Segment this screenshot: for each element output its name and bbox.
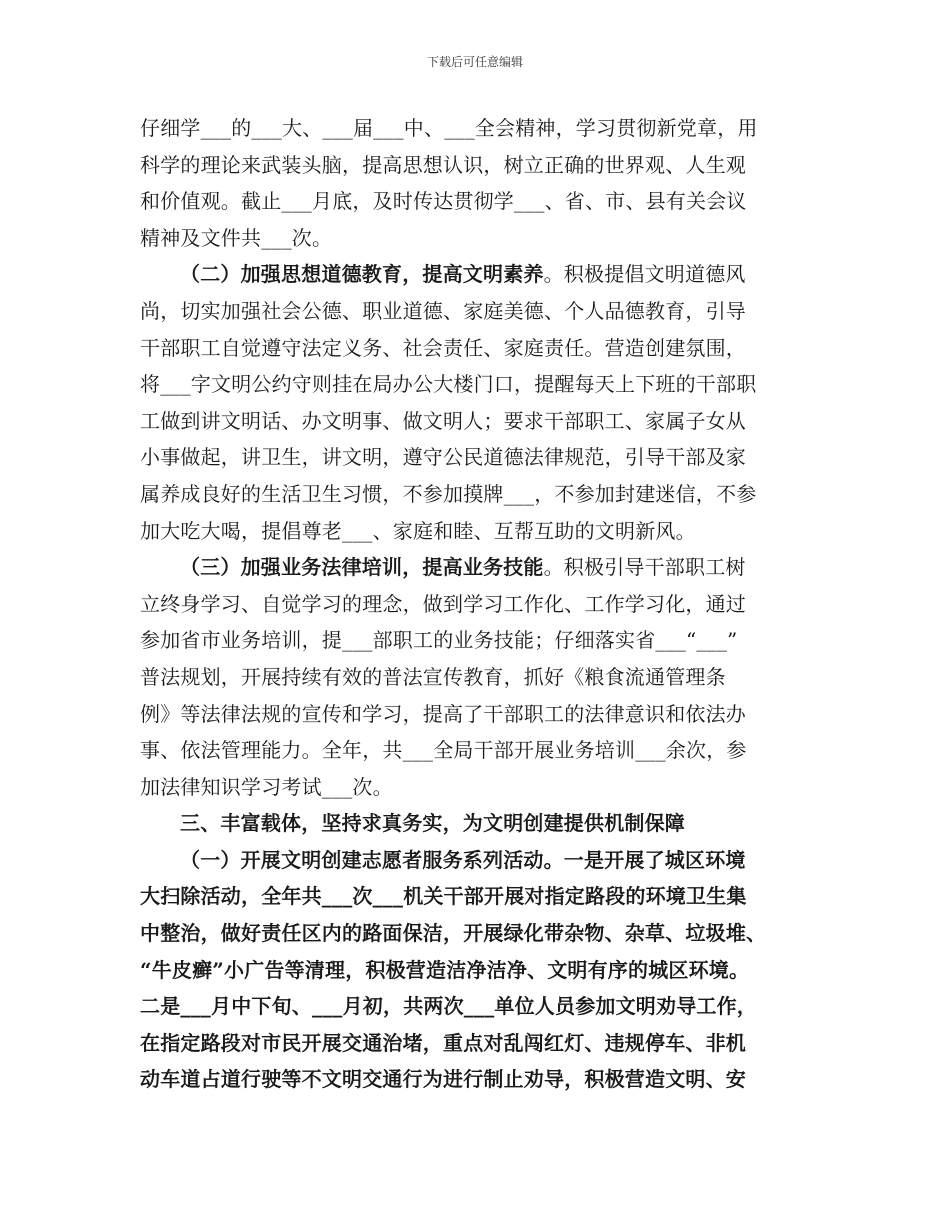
paragraph-line: 仔细学___的___大、___届___中、___全会精神，学习贯彻新党章，用 (140, 116, 758, 140)
paragraph-line-bold: 二是___月中下旬、___月初，共两次___单位人员参加文明劝导工作， (140, 994, 757, 1019)
paragraph-line-bold: 大扫除活动，全年共___次___机关干部开展对指定路段的环境卫生集 (140, 884, 747, 909)
paragraph-line: 例》等法律法规的宣传和学习，提高了干部职工的法律意识和依法办 (140, 701, 746, 726)
paragraph-line: 普法规划，开展持续有效的普法宣传教育，抓好《粮食流通管理条 (140, 664, 726, 689)
section-heading-rest: 。积极提倡文明道德风 (543, 262, 746, 287)
paragraph-line: 立终身学习、自觉学习的理念，做到学习工作化、工作学习化，通过 (140, 591, 746, 616)
paragraph-line-bold: 中整治，做好责任区内的路面保洁，开展绿化带杂物、杂草、垃圾堆、 (140, 921, 767, 946)
section-heading: （二）加强思想道德教育，提高文明素养 (180, 262, 544, 287)
paragraph-line-bold: 动车道占道行驶等不文明交通行为进行制止劝导，积极营造文明、安 (140, 1067, 746, 1092)
paragraph-line: 尚，切实加强社会公德、职业道德、家庭美德、个人品德教育，引导 (140, 298, 746, 323)
paragraph-line: 事、依法管理能力。全年，共___全局干部开展业务培训___余次，参 (140, 738, 747, 763)
paragraph-line: 参加省市业务培训，提___部职工的业务技能；仔细落实省___“___” (140, 628, 738, 653)
paragraph-line: 精神及文件共___次。 (140, 225, 333, 250)
paragraph-line: 加法律知识学习考试___次。 (140, 774, 393, 799)
paragraph-line: 科学的理论来武装头脑，提高思想认识，树立正确的世界观、人生观 (140, 152, 746, 177)
paragraph-line: 和价值观。截止___月底，及时传达贯彻学___、省、市、县有关会议 (140, 189, 747, 214)
paragraph-line: 将___字文明公约守则挂在局办公大楼门口，提醒每天上下班的干部职 (140, 372, 757, 397)
section-heading-line (140, 549, 820, 586)
document-body (140, 110, 820, 1098)
section-heading-line (140, 256, 820, 293)
paragraph-line: 属养成良好的生活卫生习惯，不参加摸牌___，不参加封建迷信，不参 (140, 481, 757, 506)
paragraph-line-bold: “牛皮癣”小广告等清理，积极营造洁净洁净、文明有序的城区环境。 (140, 957, 750, 982)
paragraph-line: 小事做起，讲卫生，讲文明，遵守公民道德法律规范，引导干部及家 (140, 445, 746, 470)
major-heading: 三、丰富载体，坚持求真务实，为文明创建提供机制保障 (180, 811, 685, 836)
page-header: 下载后可任意编辑 (426, 55, 523, 69)
paragraph-line-bold: 在指定路段对市民开展交通治堵，重点对乱闯红灯、违规停车、非机 (140, 1030, 746, 1055)
paragraph-line: 工做到讲文明话、办文明事、做文明人；要求干部职工、家属子女从 (140, 408, 746, 433)
paragraph-line: 加大吃大喝，提倡尊老___、家庭和睦、互帮互助的文明新风。 (140, 518, 696, 543)
paragraph-line: 干部职工自觉遵守法定义务、社会责任、家庭责任。营造创建氛围， (140, 335, 746, 360)
section-heading: （三）加强业务法律培训，提高业务技能 (180, 555, 544, 580)
paragraph-line-bold: （一）开展文明创建志愿者服务系列活动。一是开展了城区环境 (180, 847, 746, 872)
section-heading-rest: 。积极引导干部职工树 (543, 555, 746, 580)
